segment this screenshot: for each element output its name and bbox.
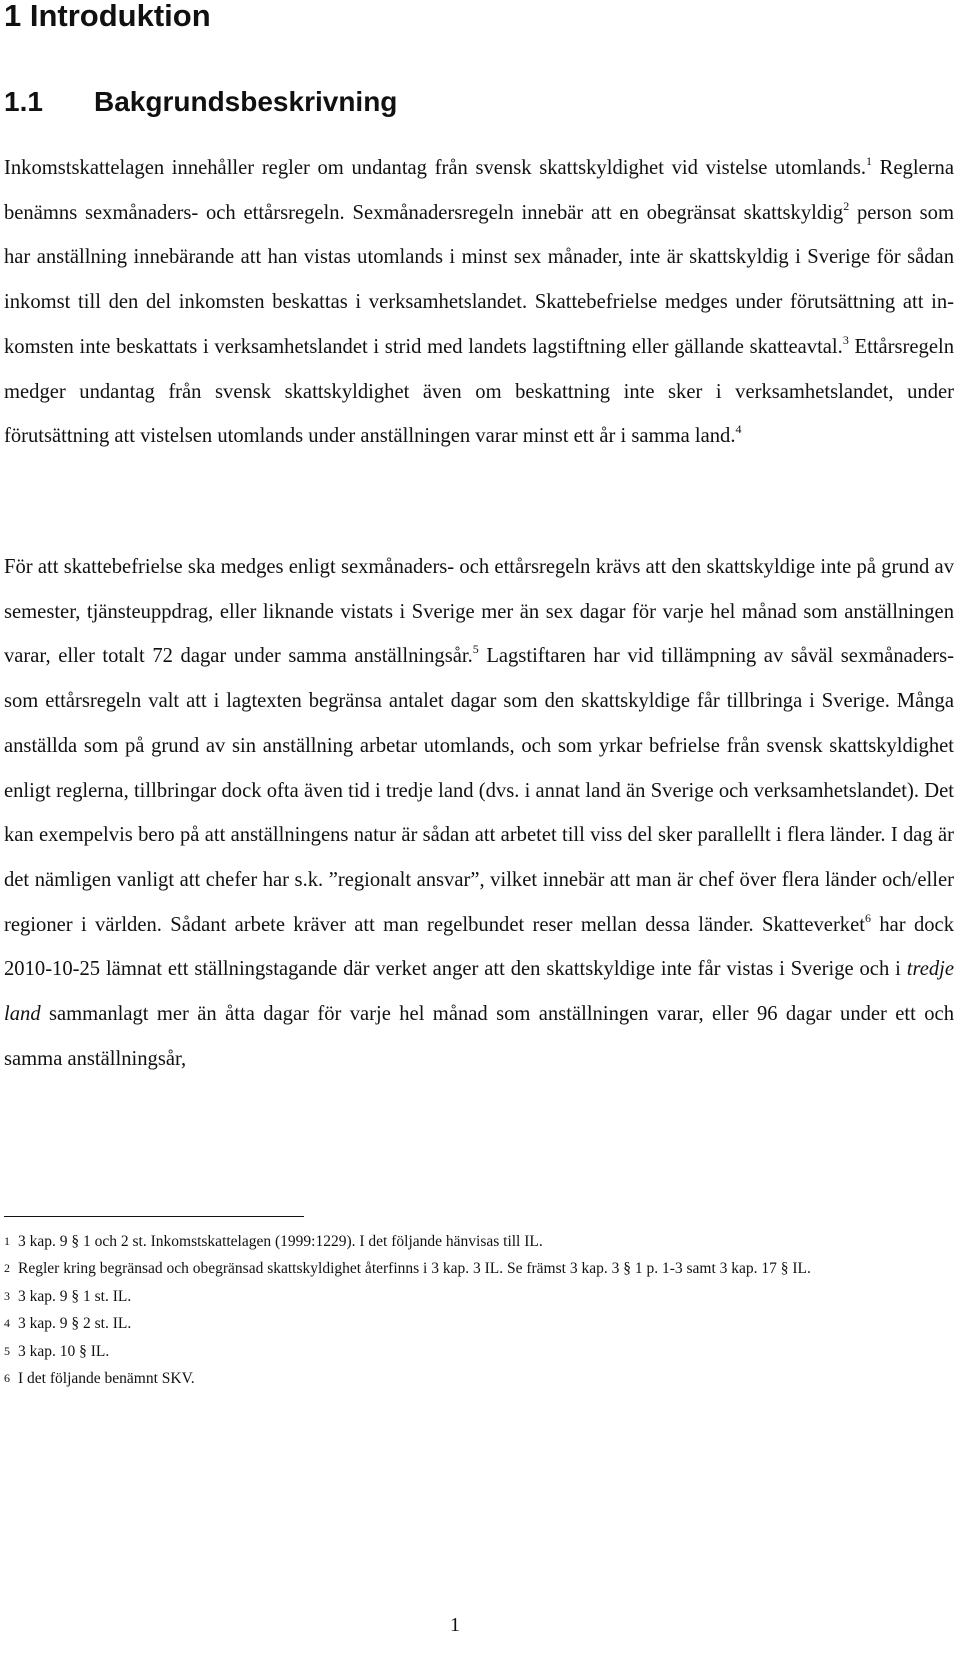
paragraph-text: person som har anställning innebärande att han vistas utomlands i minst sex månader, inte är skattskyldig i Sverige för sådan inkomst till den del inkomsten beskattas i verksamhetslandet. Skattebefrielse medges under förutsättning att inkomsten inte beskattats i verksamhetslandet i strid med landets lagstiftning eller gällande skatteavtal. bbox=[4, 201, 954, 358]
paragraph-text: Inkomstskattelagen innehåller regler om undantag från svensk skattskyldighet vid vistelse utomlands. bbox=[4, 157, 866, 179]
footnote-text: 3 kap. 9 § 1 och 2 st. Inkomstskattelagen (1999:1229). I det följande hänvisas till IL. bbox=[18, 1233, 543, 1250]
paragraph-text: har dock 2010-10-25 lämnat ett ställningstagande där verket anger att den skattskyldige inte får vistas i Sverige och i bbox=[4, 913, 954, 981]
paragraph-text: Ettårsregeln medger undantag från svensk skattskyldighet även om beskattning inte sker i verksamhetslandet, under förutsättning att vistelsen utomlands under anställningen varar minst ett år i samma land. bbox=[4, 335, 955, 448]
footnote-text: 3 kap. 10 § IL. bbox=[18, 1342, 110, 1360]
footnote-ref[interactable]: 1 bbox=[865, 154, 872, 168]
footnote-item bbox=[4, 1338, 954, 1365]
footnote-item bbox=[4, 1310, 954, 1337]
paragraph-text: Reglerna benämns sexmånaders- och ettårsregeln. Sexmånadersregeln innebär att en obegränsat skattskyldig bbox=[4, 157, 954, 224]
footnote-item bbox=[4, 1255, 954, 1282]
footnote-number: 6 bbox=[4, 1371, 10, 1386]
footnote-item bbox=[4, 1283, 954, 1310]
paragraph-background-2 bbox=[4, 545, 954, 1081]
paragraph-text: Lagstiftaren har vid tillämpning av såväl sexmånaders- som ettårsregeln valt att i lagtexten begränsa antalet dagar som den skattskyldige får tillbringa i Sverige. Många anställda som på grund av sin anställning arbetar utomlands, och som yrkar befrielse från svensk skattskyldighet enligt reglerna, tillbringar dock ofta även tid i tredje land (dvs. i annat land än Sverige och verksamhetslandet). Det kan exempelvis bero på att anställningens natur är sådan att arbetet till viss del sker parallellt i flera länder. I dag är det nämligen vanligt att chefer har s.k. ”regionalt ansvar”, vilket innebär att man är chef över flera länder och/eller regioner i världen. Sådant arbete kräver att man regelbundet reser mellan dessa länder. Skatteverket bbox=[4, 645, 954, 936]
page-number: 1 bbox=[450, 1614, 460, 1636]
footnote-text: Regler kring begränsad och obegränsad skattskyldighet återfinns i 3 kap. 3 IL. Se främst 3 kap. 3 § 1 p. 1-3 samt 3 kap. 17 § IL. bbox=[18, 1260, 811, 1278]
footnote-item bbox=[4, 1365, 954, 1392]
footnote-ref[interactable]: 2 bbox=[843, 198, 850, 213]
emphasized-text: tredje land bbox=[4, 958, 954, 1026]
section-title: Bakgrundsbeskrivning bbox=[94, 86, 398, 117]
paragraph-text: För att skattebefrielse ska medges enligt sexmånaders- och ettårsregeln krävs att den skattskyldige inte på grund av semester, tjänsteuppdrag, eller liknande vistats i Sverige mer än sex dagar för varje hel månad som anställningen varar, eller totalt 72 dagar under samma anställningsår. bbox=[4, 556, 954, 668]
footnote-ref[interactable]: 5 bbox=[472, 642, 479, 657]
footnote-separator bbox=[4, 1216, 304, 1217]
footnote-text: 3 kap. 9 § 1 st. IL. bbox=[18, 1287, 132, 1305]
footnote-ref[interactable]: 4 bbox=[735, 422, 742, 437]
footnote-number: 3 bbox=[4, 1288, 10, 1303]
footnote-ref[interactable]: 6 bbox=[864, 910, 871, 925]
chapter-heading: 1 Introduktion bbox=[4, 0, 211, 33]
footnote-number: 1 bbox=[4, 1234, 10, 1248]
footnote-number: 2 bbox=[4, 1261, 10, 1276]
section-number: 1.1 bbox=[4, 86, 43, 117]
footnote-text: I det följande benämnt SKV. bbox=[18, 1370, 195, 1388]
section-heading bbox=[4, 80, 397, 124]
paragraph-text: sammanlagt mer än åtta dagar för varje hel månad som anställningen varar, eller 96 dagar under ett och samma anställningsår, bbox=[4, 1003, 954, 1070]
footnote-text: 3 kap. 9 § 2 st. IL. bbox=[18, 1315, 132, 1333]
footnote-list bbox=[4, 1228, 954, 1392]
footnote-number: 4 bbox=[4, 1316, 10, 1331]
footnote-number: 5 bbox=[4, 1343, 10, 1358]
footnote-ref[interactable]: 3 bbox=[842, 332, 849, 347]
paragraph-background-1 bbox=[4, 146, 954, 459]
footnote-item bbox=[4, 1228, 954, 1255]
